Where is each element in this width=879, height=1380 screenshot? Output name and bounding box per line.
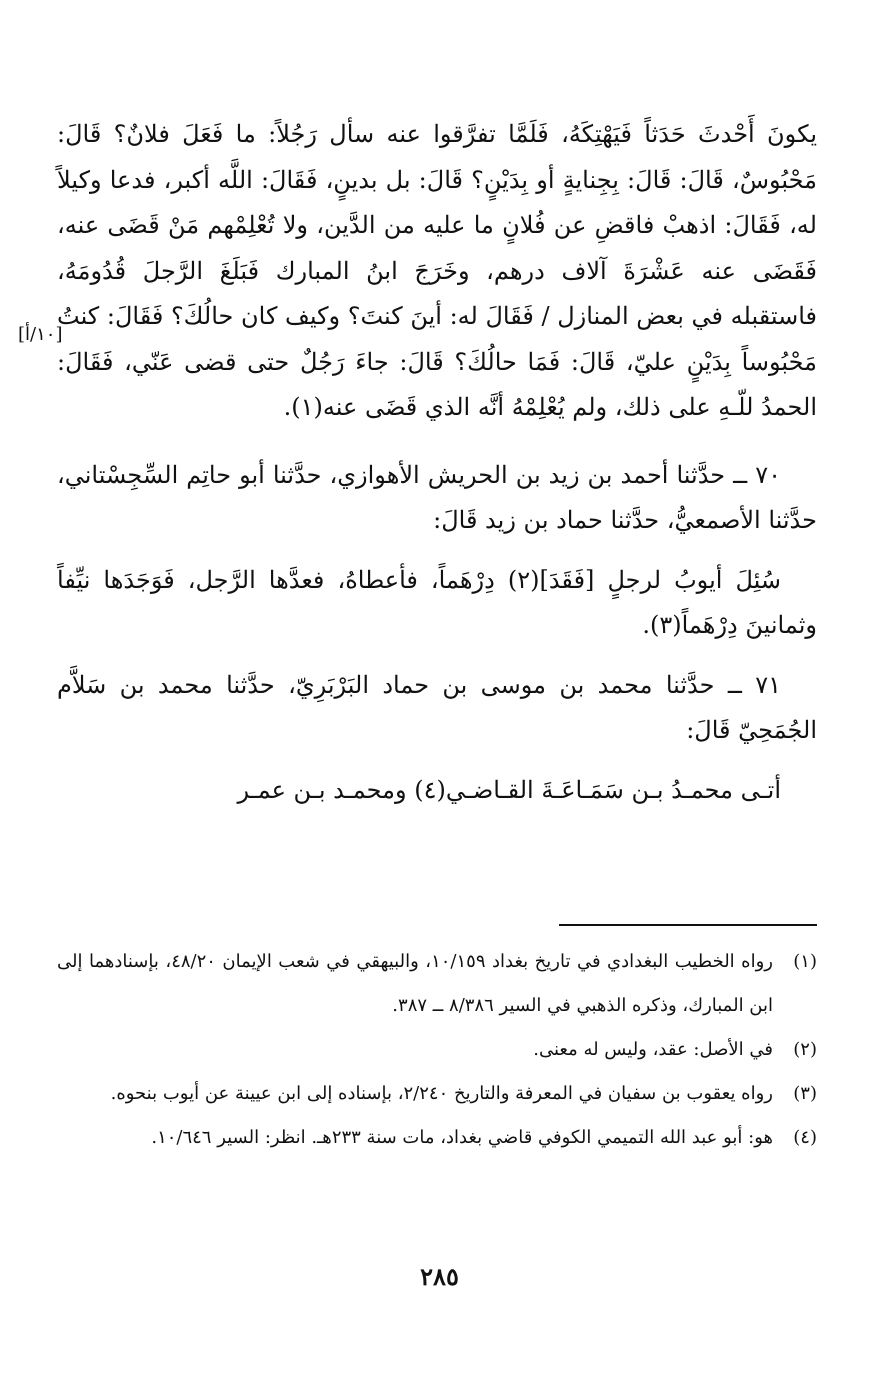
main-text xyxy=(57,112,817,813)
footnote-separator xyxy=(559,924,817,926)
footnotes xyxy=(57,940,817,1160)
footnote-number: (٣) xyxy=(793,1083,817,1104)
footnote-item xyxy=(57,1072,817,1116)
footnote-number: (٢) xyxy=(793,1039,817,1060)
footnote-text: في الأصل: عقد، وليس له معنى. xyxy=(533,1039,773,1060)
footnote-number: (٤) xyxy=(793,1127,817,1148)
paragraph-hadith-70-isnad: ٧٠ ــ حدَّثنا أحمد بن زيد بن الحريش الأهوازي، حدَّثنا أبو حاتِم السِّجِسْتاني، حدَّثنا الأصمعيُّ، حدَّثنا حماد بن زيد قَالَ: xyxy=(57,460,817,534)
footnote-text: رواه يعقوب بن سفيان في المعرفة والتاريخ ٢/٢٤٠، بإسناده إلى ابن عيينة عن أيوب بنحوه. xyxy=(110,1083,773,1104)
footnote-item xyxy=(57,1116,817,1160)
footnote-number: (١) xyxy=(793,951,817,972)
paragraph-hadith-71-isnad: ٧١ ــ حدَّثنا محمد بن موسى بن حماد البَرْبَرِيّ، حدَّثنا محمد بن سَلاَّم الجُمَحِيّ قَالَ: xyxy=(57,670,817,744)
page-number: ٢٨٥ xyxy=(420,1262,459,1291)
footnote-text: رواه الخطيب البغدادي في تاريخ بغداد ١٠/١٥٩، والبيهقي في شعب الإيمان ٤٨/٢٠، بإسنادهما إلى ابن المبارك، وذكره الذهبي في السير ٨/٣٨٦ ــ ٣٨٧. xyxy=(57,951,773,1016)
paragraph-hadith-71-matn: أتـى محمـدُ بـن سَمَـاعَـةَ القـاضـي(٤) ومحمـد بـن عمـر xyxy=(237,775,781,804)
footnote-item xyxy=(57,1028,817,1072)
footnote-text: هو: أبو عبد الله التميمي الكوفي قاضي بغداد، مات سنة ٢٣٣هـ. انظر: السير ١٠/٦٤٦. xyxy=(151,1127,773,1148)
manuscript-folio-reference: [١٠/أ] xyxy=(18,324,63,345)
paragraph-hadith-70-matn: سُئِلَ أيوبُ لرجلٍ [فَقَدَ](٢) دِرْهَماً، فأعطاهُ، فعدَّها الرَّجل، فَوَجَدَها نيِّفاً وثمانينَ دِرْهَماً(٣). xyxy=(57,565,817,639)
footnote-item xyxy=(57,940,817,1028)
paragraph-narrative: يكونَ أَحْدثَ حَدَثاً فَيَهْتِكَهُ، فَلَمَّا تفرَّقوا عنه سأل رَجُلاً: ما فَعَلَ فلانٌ؟ قَالَ: مَحْبُوسٌ، قَالَ: قَالَ: بِجِنايةٍ أو بِدَيْنٍ؟ قَالَ: بل بدينٍ، فَقَالَ: اللَّه أكبر، فدعا وكيلاً له، فَقَالَ: اذهبْ فاقضِ عن فُلانٍ ما عليه من الدَّين، ولا تُعْلِمْهم مَنْ قَضَى عنه، فَقَضَى عنه عَشْرَةَ آلاف درهم، وخَرَجَ ابنُ المبارك فَبَلَغَ الرَّجلَ قُدُومَهُ، فاستقبله في بعض المنازل / فَقَالَ له: أينَ كنتَ؟ وكيف كان حالُكَ؟ فَقَالَ: كنتُ مَحْبُوساً بِدَيْنٍ عليّ، قَالَ: فَمَا حالُكَ؟ قَالَ: جاءَ رَجُلٌ حتى قضى عَنّي، فَقَالَ: الحمدُ للّـهِ على ذلك، ولم يُعْلِمْهُ أنَّه الذي قَضَى عنه(١). xyxy=(57,120,817,421)
